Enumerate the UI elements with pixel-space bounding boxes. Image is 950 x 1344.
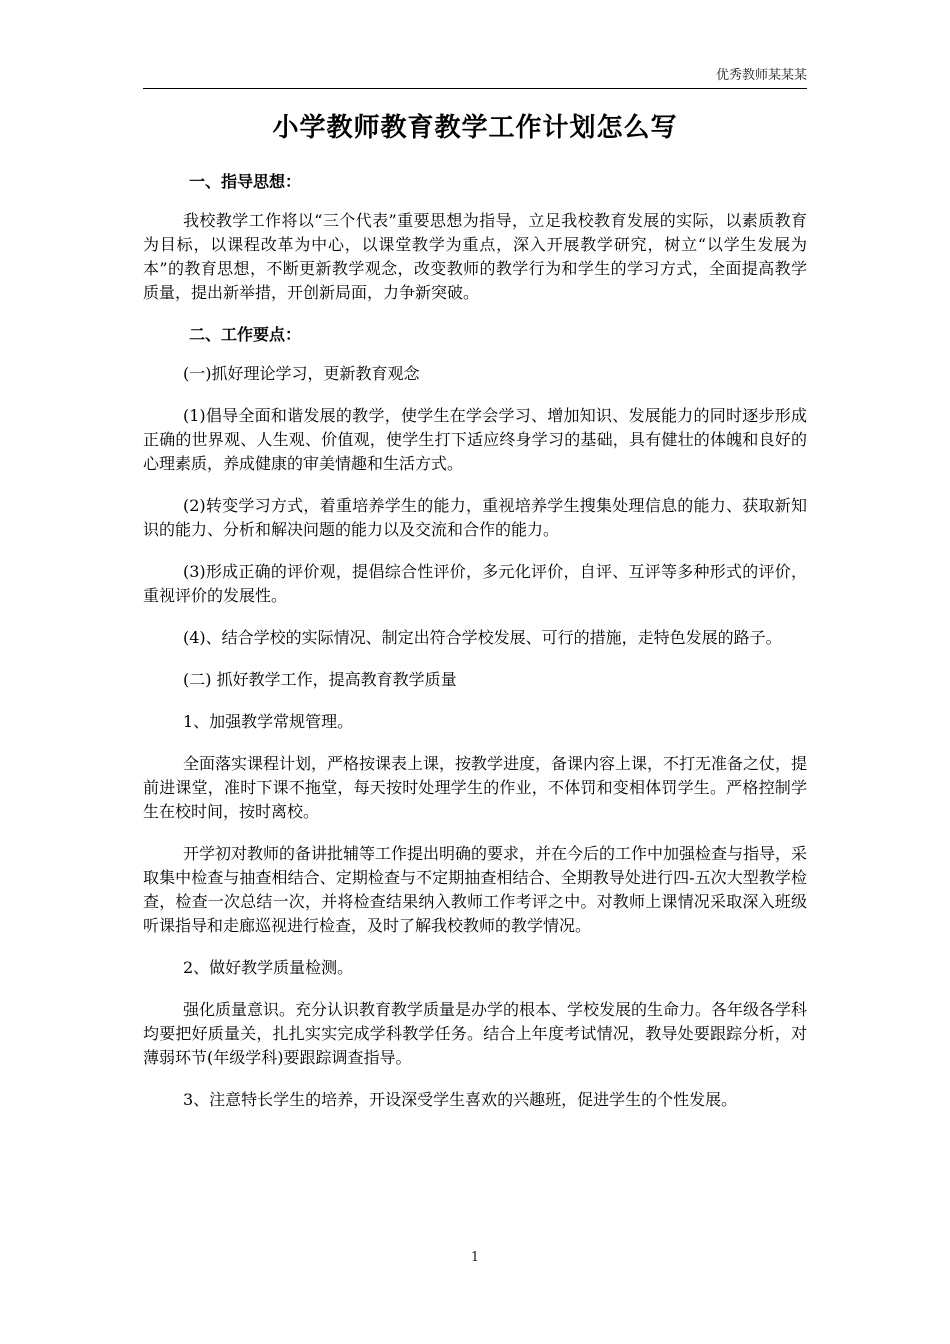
paragraph-item-1: (1)倡导全面和谐发展的教学，使学生在学会学习、增加知识、发展能力的同时逐步形成正确的世界观、人生观、价值观，使学生打下适应终身学习的基础，具有健壮的体魄和良好的心理素质，养成健康的审美情趣和生活方式。 xyxy=(143,406,807,473)
header-author: 优秀教师某某某 xyxy=(715,68,807,83)
section-heading-guiding-ideology: 一、指导思想： xyxy=(189,172,302,191)
paragraph-guiding-ideology: 我校教学工作将以“三个代表”重要思想为指导，立足我校教育发展的实际，以素质教育为目标，以课程改革为中心，以课堂教学为重点，深入开展教学研究，树立“以学生发展为本”的教育思想，不断更新教学观念，改变教师的教学行为和学生的学习方式，全面提高教学质量，提出新举措，开创新局面，力争新突破。 xyxy=(143,211,807,302)
document-body xyxy=(143,110,807,1130)
header-divider xyxy=(143,88,807,89)
paragraph-item-2: (2)转变学习方式，着重培养学生的能力，重视培养学生搜集处理信息的能力、获取新知识的能力、分析和解决问题的能力以及交流和合作的能力。 xyxy=(143,496,807,539)
subheading-quality-testing: 2、做好教学质量检测。 xyxy=(183,958,354,977)
paragraph-curriculum-plan: 全面落实课程计划，严格按课表上课，按教学进度，备课内容上课，不打无准备之仗，提前进课堂，准时下课不拖堂，每天按时处理学生的作业，不体罚和变相体罚学生。严格控制学生在校时间，按时离校。 xyxy=(143,754,808,821)
section-heading-work-points: 二、工作要点： xyxy=(189,325,302,344)
paragraph-item-4: (4)、结合学校的实际情况、制定出符合学校发展、可行的措施，走特色发展的路子。 xyxy=(183,628,782,647)
paragraph-inspection: 开学初对教师的备讲批辅等工作提出明确的要求，并在今后的工作中加强检查与指导，采取集中检查与抽查相结合、定期检查与不定期抽查相结合、全期教导处进行四-五次大型教学检查，检查一次总结一次，并将检查结果纳入教师工作考评之中。对教师上课情况采取深入班级听课指导和走廊巡视进行检查，及时了解我校教师的教学情况。 xyxy=(143,844,808,935)
subheading-routine-management: 1、加强教学常规管理。 xyxy=(183,712,354,731)
paragraph-item-3: (3)形成正确的评价观，提倡综合性评价，多元化评价，自评、互评等多种形式的评价，重视评价的发展性。 xyxy=(143,562,807,605)
subheading-teaching-work: (二) 抓好教学工作，提高教育教学质量 xyxy=(183,670,457,689)
paragraph-talent-cultivation: 3、注意特长学生的培养，开设深受学生喜欢的兴趣班，促进学生的个性发展。 xyxy=(183,1090,738,1109)
subheading-theory-study: (一)抓好理论学习，更新教育观念 xyxy=(183,364,420,383)
paragraph-quality-awareness: 强化质量意识。充分认识教育教学质量是办学的根本、学校发展的生命力。各年级各学科均要把好质量关，扎扎实实完成学科教学任务。结合上年度考试情况，教导处要跟踪分析，对薄弱环节(年级学科)要跟踪调查指导。 xyxy=(143,1000,808,1067)
page-number: 1 xyxy=(470,1250,480,1265)
document-title: 小学教师教育教学工作计划怎么写 xyxy=(272,113,678,143)
